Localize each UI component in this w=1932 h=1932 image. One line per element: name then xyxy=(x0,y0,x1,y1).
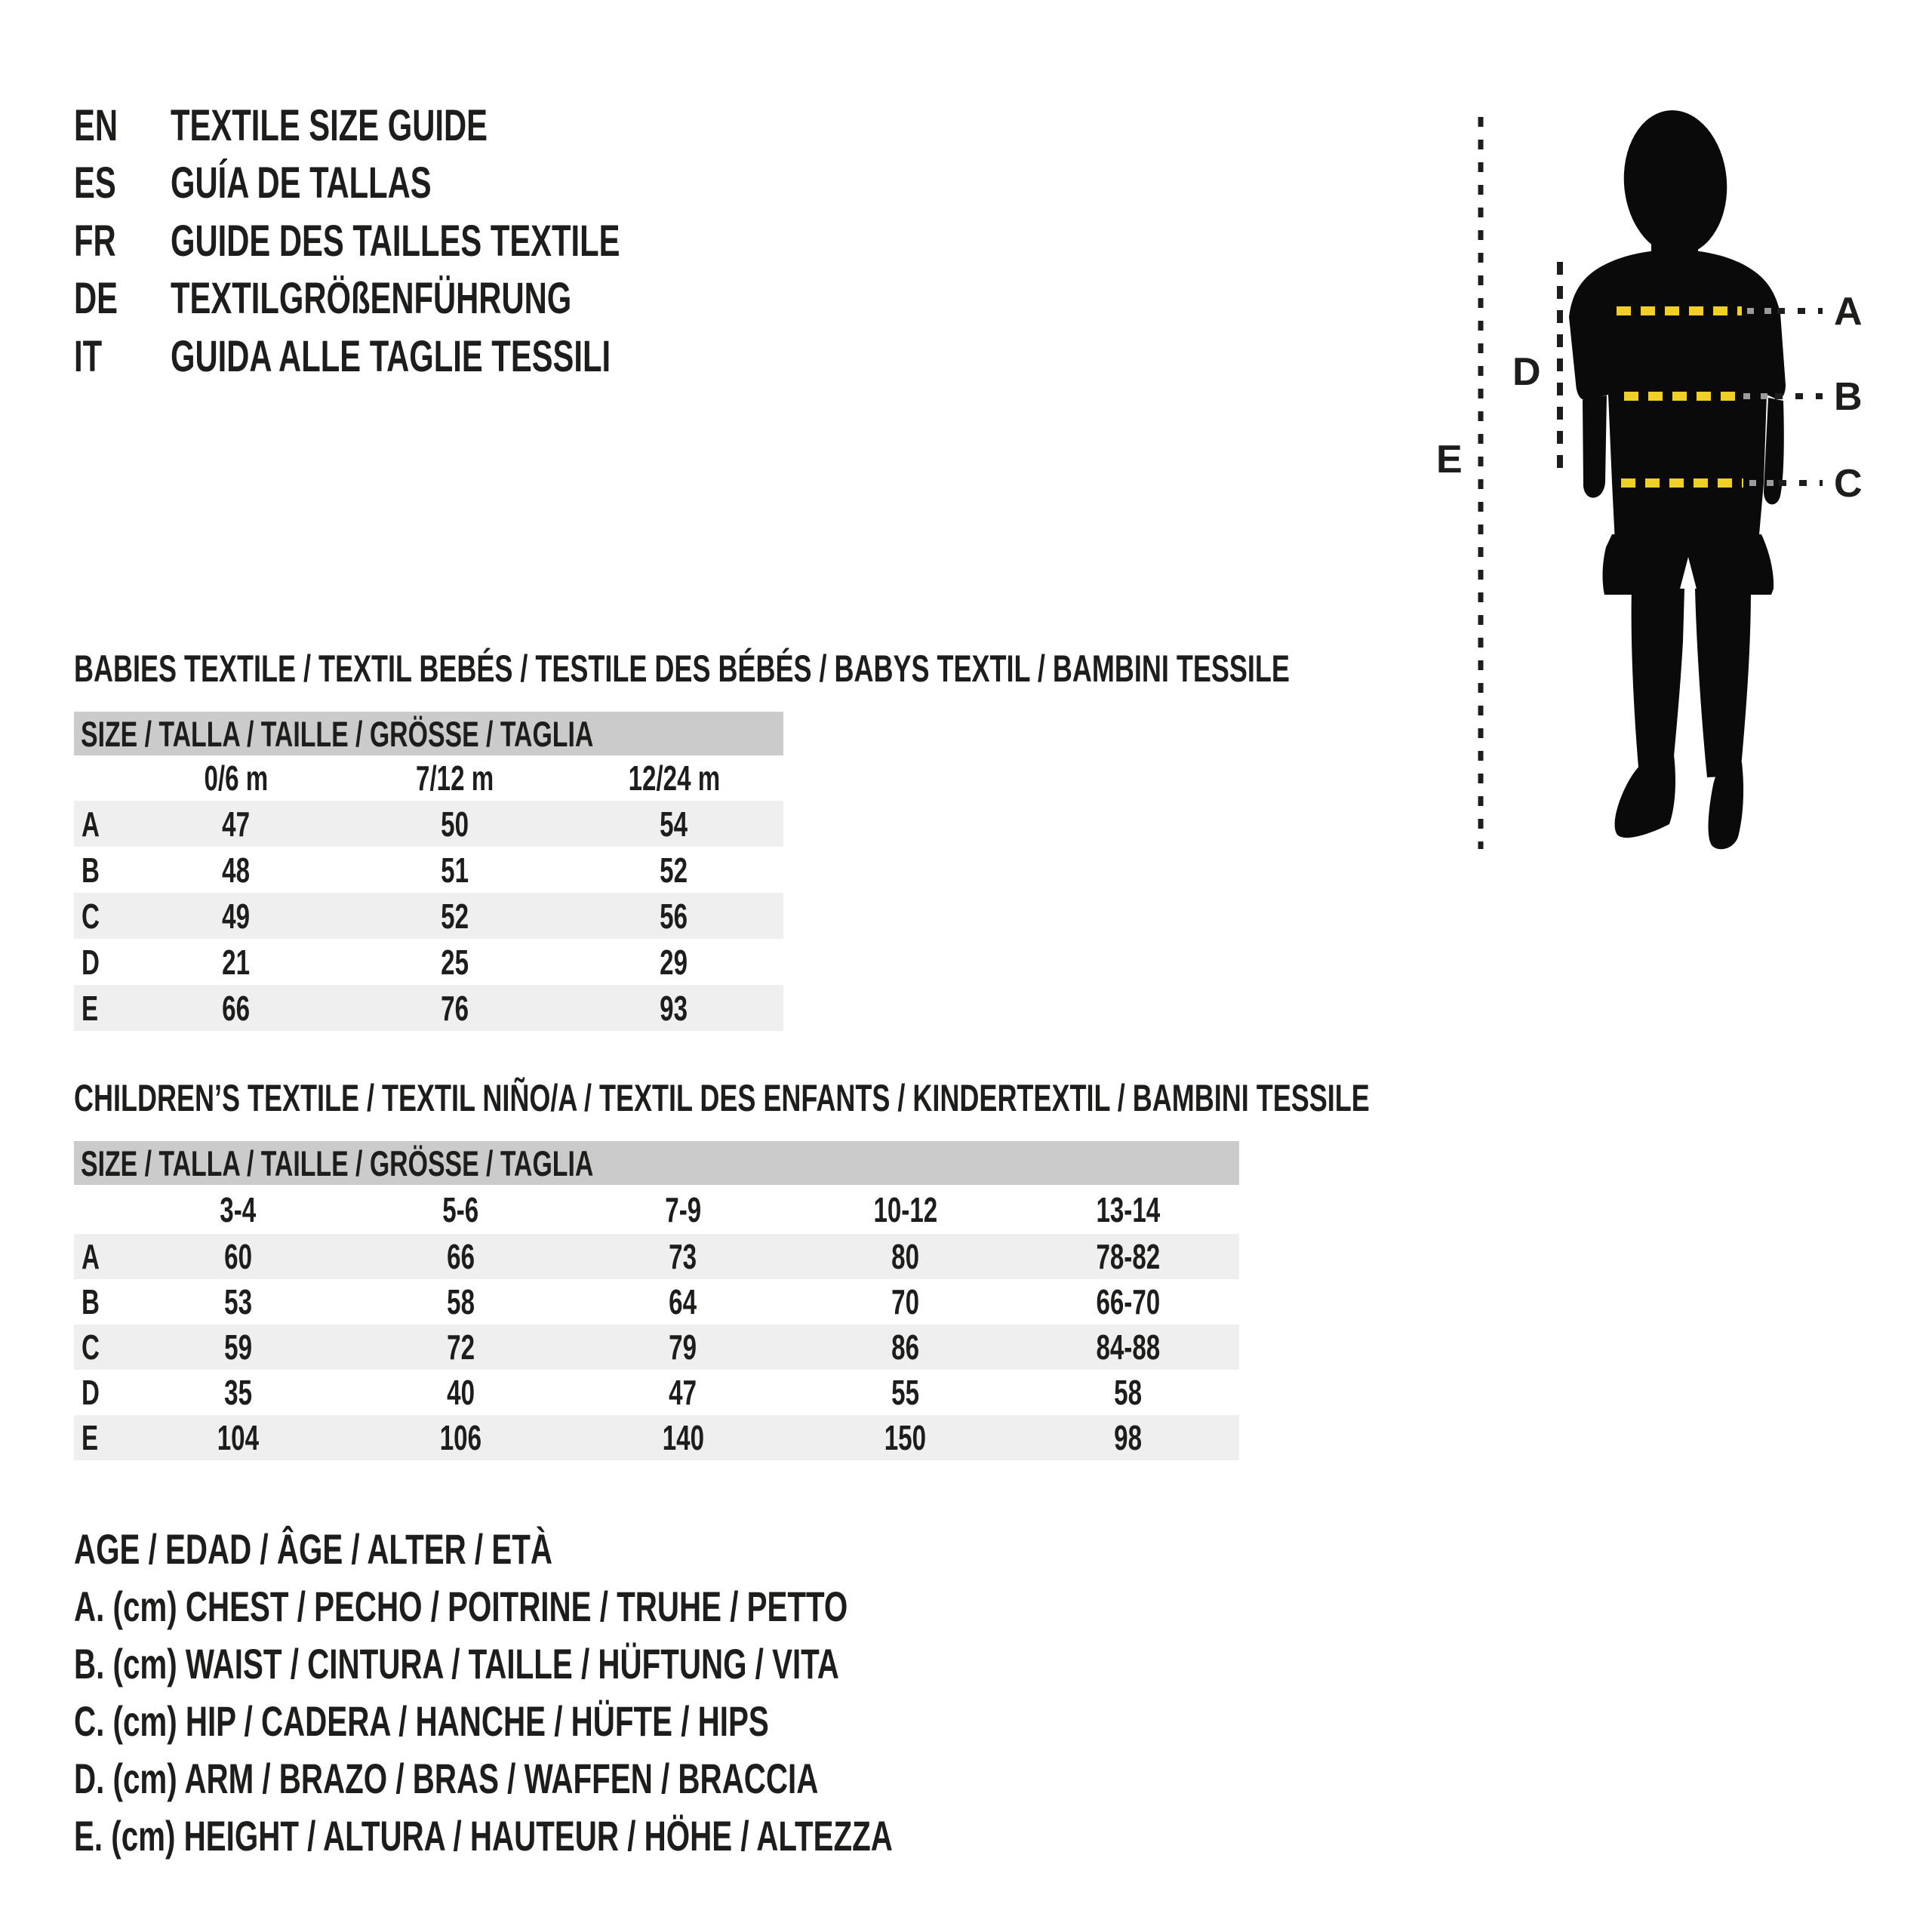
cell-value: 76 xyxy=(441,988,469,1028)
cell-value: 56 xyxy=(660,896,688,936)
row-label: A xyxy=(82,804,100,844)
babies-row-d xyxy=(74,939,783,985)
children-row-b xyxy=(74,1279,1239,1324)
row-label: B xyxy=(82,1282,100,1321)
child-silhouette-figure xyxy=(1434,60,1932,891)
guide-title-fr: GUIDE DES TAILLES TEXTILE xyxy=(171,216,620,266)
cell-value: 47 xyxy=(669,1373,697,1412)
cell-value: 66 xyxy=(446,1237,475,1276)
cell-value: 50 xyxy=(441,804,469,844)
cell-value: 66-70 xyxy=(1096,1282,1160,1321)
lang-row-de xyxy=(74,270,795,328)
label-b: B xyxy=(1834,375,1863,419)
legend-line-waist xyxy=(74,1635,1211,1692)
cell-value: 106 xyxy=(439,1418,481,1457)
cell-value: 29 xyxy=(660,942,688,982)
lang-row-en xyxy=(74,97,795,155)
children-row-e xyxy=(74,1415,1239,1460)
children-size-header-text: SIZE / TALLA / TAILLE / GRÖSSE / TAGLIA xyxy=(81,1143,594,1183)
children-age-header-row xyxy=(74,1185,1239,1234)
cell-value: 58 xyxy=(1114,1373,1143,1412)
row-label: C xyxy=(82,1327,100,1367)
lang-code-en: EN xyxy=(74,100,118,150)
row-label: C xyxy=(82,896,100,936)
row-label: E xyxy=(82,988,99,1028)
children-size-table xyxy=(74,1185,1239,1460)
child-silhouette xyxy=(1569,106,1786,849)
legend-text: A. (cm) CHEST / PECHO / POITRINE / TRUHE / PETTO xyxy=(74,1582,848,1630)
cell-value: 54 xyxy=(660,804,688,844)
legend-text: E. (cm) HEIGHT / ALTURA / HAUTEUR / HÖHE / ALTEZZA xyxy=(74,1811,893,1860)
cell-value: 70 xyxy=(891,1282,920,1321)
row-label: D xyxy=(82,1373,100,1412)
cell-value: 53 xyxy=(223,1282,252,1321)
legend-line-height xyxy=(74,1807,1211,1864)
children-row-d xyxy=(74,1370,1239,1415)
lang-row-fr xyxy=(74,212,795,270)
cell-value: 66 xyxy=(222,988,251,1028)
children-age-col-3: 10-12 xyxy=(873,1189,938,1229)
cell-value: 86 xyxy=(891,1327,920,1367)
babies-size-header-text: SIZE / TALLA / TAILLE / GRÖSSE / TAGLIA xyxy=(81,713,594,754)
cell-value: 78-82 xyxy=(1096,1237,1160,1276)
row-label: E xyxy=(82,1418,99,1457)
children-age-col-2: 7-9 xyxy=(665,1189,701,1229)
guide-title-es: GUÍA DE TALLAS xyxy=(171,158,432,208)
label-d: D xyxy=(1512,350,1541,394)
children-row-a xyxy=(74,1234,1239,1279)
cell-value: 58 xyxy=(446,1282,475,1321)
label-a: A xyxy=(1834,290,1863,334)
guide-title-en: TEXTILE SIZE GUIDE xyxy=(171,100,488,150)
label-e: E xyxy=(1436,438,1463,481)
lang-code-de: DE xyxy=(74,274,118,324)
children-section-title-text: CHILDREN’S TEXTILE / TEXTIL NIÑO/A / TEXTIL DES ENFANTS / KINDERTEXTIL / BAMBINI TESSILE xyxy=(74,1077,1370,1119)
cell-value: 64 xyxy=(669,1282,697,1321)
children-age-col-4: 13-14 xyxy=(1096,1189,1160,1229)
legend-text: AGE / EDAD / ÂGE / ALTER / ETÀ xyxy=(74,1524,552,1573)
guide-title-it: GUIDA ALLE TAGLIE TESSILI xyxy=(171,331,611,381)
babies-size-table xyxy=(74,755,783,1031)
cell-value: 98 xyxy=(1114,1418,1143,1457)
children-section-title xyxy=(74,1077,1873,1119)
children-age-col-0: 3-4 xyxy=(220,1189,257,1229)
legend-text: D. (cm) ARM / BRAZO / BRAS / WAFFEN / BRACCIA xyxy=(74,1754,819,1802)
legend-line-arm xyxy=(74,1749,1211,1807)
cell-value: 79 xyxy=(669,1327,697,1367)
babies-row-c xyxy=(74,893,783,939)
legend-line-age xyxy=(74,1520,1211,1577)
cell-value: 59 xyxy=(223,1327,252,1367)
cell-value: 55 xyxy=(891,1373,920,1412)
babies-row-b xyxy=(74,847,783,893)
babies-row-e xyxy=(74,985,783,1031)
babies-section-title xyxy=(74,648,1762,690)
cell-value: 150 xyxy=(884,1418,927,1457)
cell-value: 73 xyxy=(669,1237,697,1276)
cell-value: 49 xyxy=(222,896,251,936)
cell-value: 93 xyxy=(660,988,688,1028)
lang-row-es xyxy=(74,155,795,213)
cell-value: 72 xyxy=(446,1327,475,1367)
babies-size-header-bar xyxy=(74,712,783,755)
legend-line-hip xyxy=(74,1692,1211,1749)
lang-code-fr: FR xyxy=(74,216,116,266)
babies-age-col-1: 7/12 m xyxy=(416,758,494,798)
cell-value: 25 xyxy=(441,942,469,982)
cell-value: 84-88 xyxy=(1096,1327,1160,1367)
label-c: C xyxy=(1834,462,1863,506)
language-title-block xyxy=(74,97,795,386)
cell-value: 140 xyxy=(662,1418,704,1457)
legend-line-chest xyxy=(74,1577,1211,1635)
row-label: B xyxy=(82,850,100,890)
lang-code-it: IT xyxy=(74,331,103,381)
cell-value: 52 xyxy=(441,896,469,936)
cell-value: 51 xyxy=(441,850,469,890)
legend-text: B. (cm) WAIST / CINTURA / TAILLE / HÜFTUNG / VITA xyxy=(74,1639,839,1687)
babies-section-title-text: BABIES TEXTILE / TEXTIL BEBÉS / TESTILE DES BÉBÉS / BABYS TEXTIL / BAMBINI TESSILE xyxy=(74,648,1290,690)
children-age-col-1: 5-6 xyxy=(442,1189,479,1229)
cell-value: 35 xyxy=(223,1373,252,1412)
guide-title-de: TEXTILGRÖßENFÜHRUNG xyxy=(171,274,572,324)
children-row-c xyxy=(74,1324,1239,1370)
cell-value: 104 xyxy=(217,1418,260,1457)
row-label: D xyxy=(82,942,100,982)
cell-value: 60 xyxy=(223,1237,252,1276)
babies-age-col-2: 12/24 m xyxy=(628,758,720,798)
babies-row-a xyxy=(74,801,783,847)
lang-row-it xyxy=(74,328,795,386)
cell-value: 21 xyxy=(222,942,251,982)
measurement-legend xyxy=(74,1520,1211,1864)
lang-code-es: ES xyxy=(74,158,116,208)
cell-value: 52 xyxy=(660,850,688,890)
cell-value: 80 xyxy=(891,1237,920,1276)
babies-age-header-row xyxy=(74,755,783,801)
children-size-header-bar xyxy=(74,1141,1239,1185)
cell-value: 47 xyxy=(222,804,251,844)
row-label: A xyxy=(82,1237,100,1276)
cell-value: 40 xyxy=(446,1373,475,1412)
cell-value: 48 xyxy=(222,850,251,890)
legend-text: C. (cm) HIP / CADERA / HANCHE / HÜFTE / HIPS xyxy=(74,1697,769,1745)
babies-age-col-0: 0/6 m xyxy=(204,758,269,798)
